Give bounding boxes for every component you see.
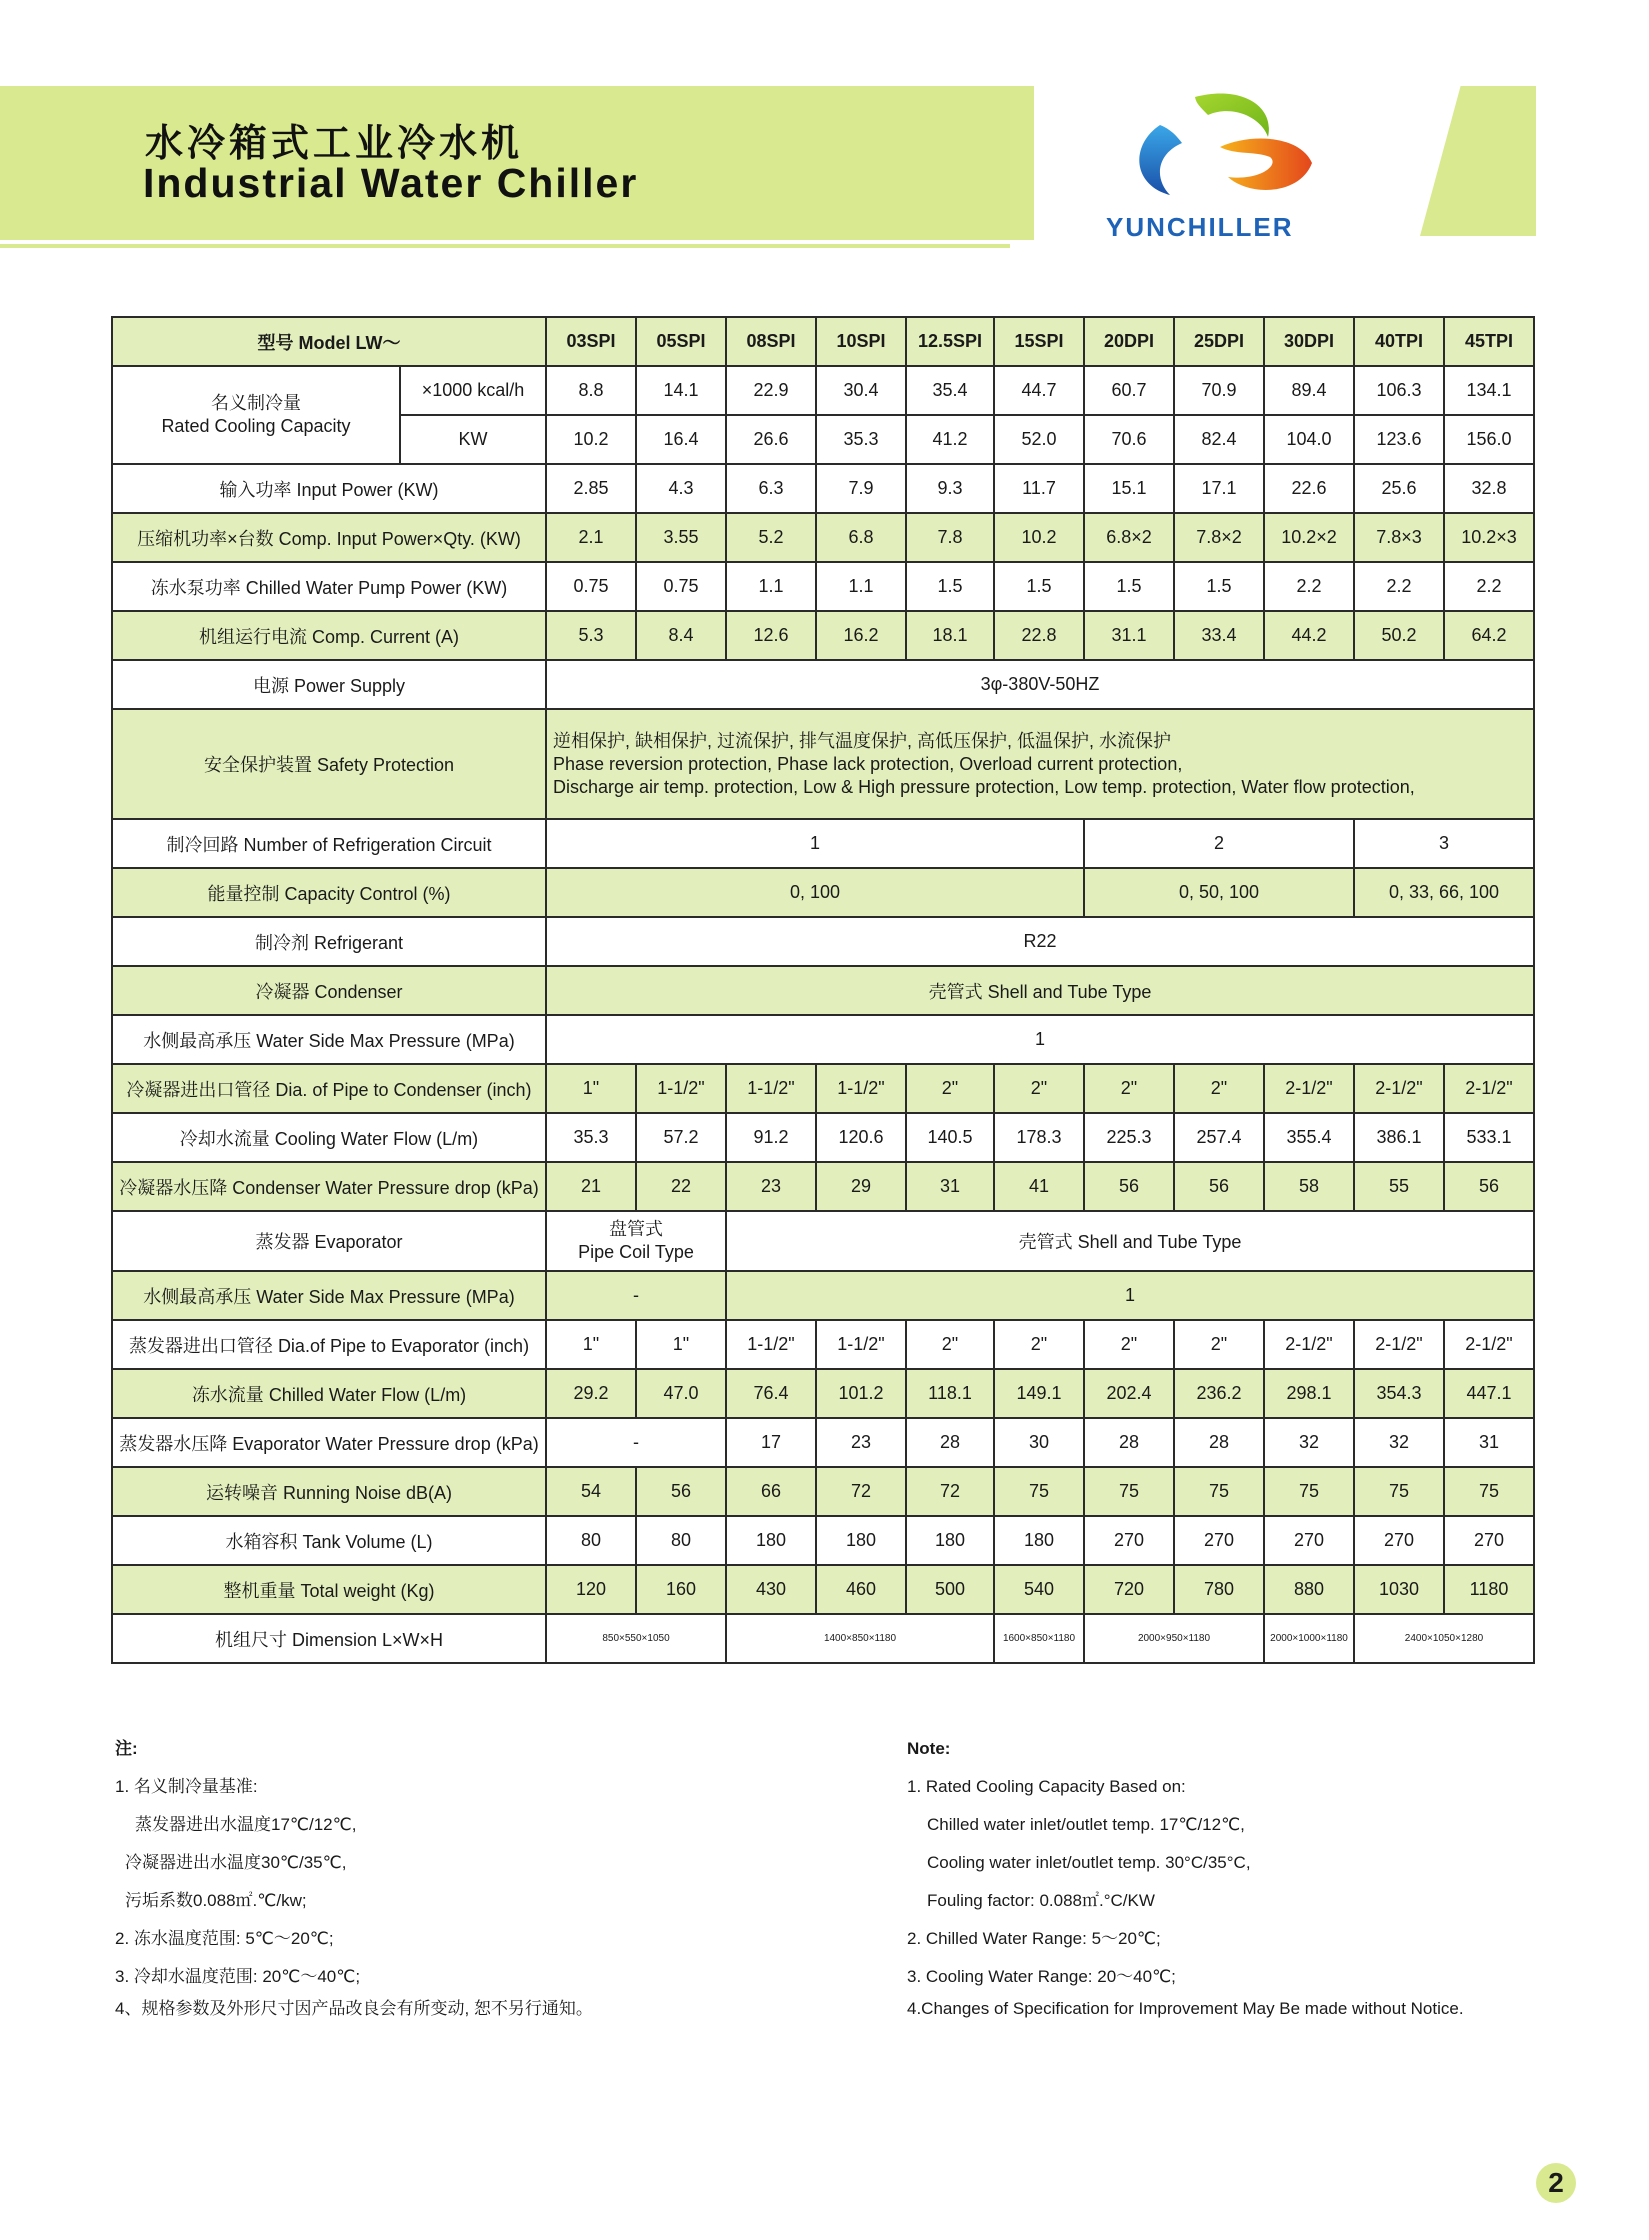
value-cell: 2": [906, 1320, 994, 1369]
value-cell: 2.1: [546, 513, 636, 562]
value-cell: 2-1/2": [1264, 1320, 1354, 1369]
note-line: 3. 冷却水温度范围: 20℃～40℃;: [115, 1967, 361, 1986]
row-label: 机组运行电流 Comp. Current (A): [112, 611, 546, 660]
value-cell: 50.2: [1354, 611, 1444, 660]
value-cell: 12.6: [726, 611, 816, 660]
value-cell: 2-1/2": [1444, 1064, 1534, 1113]
value-cell: 21: [546, 1162, 636, 1211]
row-label: 能量控制 Capacity Control (%): [112, 868, 546, 917]
table-row-cond-drop: [112, 1162, 1534, 1211]
value-cell: -: [546, 1418, 726, 1467]
value-cell: 2-1/2": [1444, 1320, 1534, 1369]
notes-cn: [115, 1730, 593, 2028]
value-cell: 540: [994, 1565, 1084, 1614]
value-cell: 壳管式 Shell and Tube Type: [726, 1211, 1534, 1271]
value-cell: 2": [906, 1064, 994, 1113]
value-cell: 72: [816, 1467, 906, 1516]
kcal-cell: 44.7: [994, 366, 1084, 415]
value-cell: 500: [906, 1565, 994, 1614]
model-cell: 03SPI: [546, 317, 636, 366]
note-line: 4、规格参数及外形尺寸因产品改良会有所变动, 恕不另行通知。: [115, 1999, 593, 2018]
value-cell: 1": [546, 1320, 636, 1369]
model-cell: 30DPI: [1264, 317, 1354, 366]
value-cell: 2-1/2": [1354, 1064, 1444, 1113]
value-cell: 10.2×3: [1444, 513, 1534, 562]
value-cell: 75: [1084, 1467, 1174, 1516]
value-cell: 11.7: [994, 464, 1084, 513]
table-row-circuit: [112, 819, 1534, 868]
value-cell: 1180: [1444, 1565, 1534, 1614]
value-cell: 9.3: [906, 464, 994, 513]
dimension-cell: 2400×1050×1280: [1354, 1614, 1534, 1663]
value-cell: R22: [546, 917, 1534, 966]
page-title-cn: 水冷箱式工业冷水机: [145, 121, 524, 165]
value-cell: 22.8: [994, 611, 1084, 660]
value-cell: 75: [1174, 1467, 1264, 1516]
value-cell: 720: [1084, 1565, 1174, 1614]
model-cell: 15SPI: [994, 317, 1084, 366]
value-cell: 1.1: [816, 562, 906, 611]
kw-cell: 52.0: [994, 415, 1084, 464]
value-cell: 180: [726, 1516, 816, 1565]
kw-cell: 156.0: [1444, 415, 1534, 464]
table-row-refrigerant: [112, 917, 1534, 966]
value-cell: 28: [1174, 1418, 1264, 1467]
value-cell: 460: [816, 1565, 906, 1614]
value-cell: 1.5: [1174, 562, 1264, 611]
value-cell: 354.3: [1354, 1369, 1444, 1418]
value-cell: 58: [1264, 1162, 1354, 1211]
row-label: 输入功率 Input Power (KW): [112, 464, 546, 513]
value-cell: 355.4: [1264, 1113, 1354, 1162]
kcal-cell: 134.1: [1444, 366, 1534, 415]
value-cell: 55: [1354, 1162, 1444, 1211]
value-cell: 118.1: [906, 1369, 994, 1418]
row-label: 水侧最高承压 Water Side Max Pressure (MPa): [112, 1015, 546, 1064]
value-cell: 7.8×2: [1174, 513, 1264, 562]
notes-heading: 注:: [115, 1739, 138, 1758]
value-cell: 180: [906, 1516, 994, 1565]
value-cell: 6.8: [816, 513, 906, 562]
table-row-dimension: [112, 1614, 1534, 1663]
kcal-cell: 60.7: [1084, 366, 1174, 415]
value-cell: 430: [726, 1565, 816, 1614]
value-cell: 56: [1174, 1162, 1264, 1211]
row-label: 冷凝器 Condenser: [112, 966, 546, 1015]
table-row-capacity-control: [112, 868, 1534, 917]
value-cell: 2": [1174, 1320, 1264, 1369]
kw-cell: 35.3: [816, 415, 906, 464]
kcal-cell: 14.1: [636, 366, 726, 415]
dimension-cell: 1600×850×1180: [994, 1614, 1084, 1663]
value-cell: 1.5: [906, 562, 994, 611]
value-cell: 2": [1084, 1320, 1174, 1369]
value-cell: 149.1: [994, 1369, 1084, 1418]
table-row-pump: [112, 562, 1534, 611]
value-cell: 270: [1084, 1516, 1174, 1565]
kcal-cell: 30.4: [816, 366, 906, 415]
value-cell: 1-1/2": [726, 1064, 816, 1113]
value-cell: 780: [1174, 1565, 1264, 1614]
row-label: 电源 Power Supply: [112, 660, 546, 709]
value-cell: 2.2: [1264, 562, 1354, 611]
value-cell: 180: [994, 1516, 1084, 1565]
row-label: 冷凝器进出口管径 Dia. of Pipe to Condenser (inch): [112, 1064, 546, 1113]
kcal-cell: 8.8: [546, 366, 636, 415]
value-cell: 0, 50, 100: [1084, 868, 1354, 917]
value-cell: 1: [546, 1015, 1534, 1064]
value-cell: 120: [546, 1565, 636, 1614]
value-cell: 2-1/2": [1264, 1064, 1354, 1113]
table-row-current: [112, 611, 1534, 660]
value-cell: 6.3: [726, 464, 816, 513]
row-label: 制冷剂 Refrigerant: [112, 917, 546, 966]
value-cell: 8.4: [636, 611, 726, 660]
value-cell: 54: [546, 1467, 636, 1516]
table-row-cooling-flow: [112, 1113, 1534, 1162]
value-cell: 56: [636, 1467, 726, 1516]
model-cell: 45TPI: [1444, 317, 1534, 366]
value-cell: 18.1: [906, 611, 994, 660]
value-cell: 386.1: [1354, 1113, 1444, 1162]
model-label: 型号 Model LW～: [112, 317, 546, 366]
note-line: 冷凝器进出水温度30℃/35℃,: [125, 1853, 347, 1872]
value-cell: 225.3: [1084, 1113, 1174, 1162]
note-line: Cooling water inlet/outlet temp. 30°C/35°C,: [927, 1853, 1251, 1872]
note-line: Fouling factor: 0.088㎡.°C/KW: [927, 1891, 1155, 1910]
value-cell: 1-1/2": [816, 1320, 906, 1369]
value-cell: 壳管式 Shell and Tube Type: [546, 966, 1534, 1015]
value-cell: 23: [726, 1162, 816, 1211]
dimension-cell: 2000×1000×1180: [1264, 1614, 1354, 1663]
value-cell: 1-1/2": [816, 1064, 906, 1113]
note-line: 蒸发器进出水温度17℃/12℃,: [135, 1815, 357, 1834]
value-cell: 202.4: [1084, 1369, 1174, 1418]
value-cell: 533.1: [1444, 1113, 1534, 1162]
value-cell: 32.8: [1444, 464, 1534, 513]
logo-text: YUNCHILLER: [1106, 212, 1294, 242]
note-line: 1. 名义制冷量基准:: [115, 1777, 258, 1796]
page-number: 2: [1536, 2163, 1576, 2203]
note-line: 4.Changes of Specification for Improvement May Be made without Notice.: [907, 1999, 1464, 2018]
value-cell: 28: [906, 1418, 994, 1467]
value-cell: 1-1/2": [636, 1064, 726, 1113]
value-cell: 2.2: [1354, 562, 1444, 611]
value-cell: 7.8×3: [1354, 513, 1444, 562]
kw-cell: 104.0: [1264, 415, 1354, 464]
value-cell: 2.85: [546, 464, 636, 513]
value-cell: 17.1: [1174, 464, 1264, 513]
value-cell: 1030: [1354, 1565, 1444, 1614]
row-label: 整机重量 Total weight (Kg): [112, 1565, 546, 1614]
note-line: 2. Chilled Water Range: 5～20℃;: [907, 1929, 1161, 1948]
row-label: 冷却水流量 Cooling Water Flow (L/m): [112, 1113, 546, 1162]
value-cell: 880: [1264, 1565, 1354, 1614]
value-cell: 0, 100: [546, 868, 1084, 917]
value-cell: 236.2: [1174, 1369, 1264, 1418]
row-label: 机组尺寸 Dimension L×W×H: [112, 1614, 546, 1663]
value-cell: 270: [1174, 1516, 1264, 1565]
value-cell: 4.3: [636, 464, 726, 513]
dimension-cell: 2000×950×1180: [1084, 1614, 1264, 1663]
header-banner-accent: [1420, 86, 1536, 236]
value-cell: 30: [994, 1418, 1084, 1467]
value-cell: 1: [726, 1271, 1534, 1320]
value-cell: 29: [816, 1162, 906, 1211]
table-row-evap-drop: [112, 1418, 1534, 1467]
value-cell: 7.9: [816, 464, 906, 513]
value-cell: 120.6: [816, 1113, 906, 1162]
table-row-safety: [112, 709, 1534, 819]
note-line: 污垢系数0.088㎡.℃/kw;: [125, 1891, 307, 1910]
row-label: 压缩机功率×台数 Comp. Input Power×Qty. (KW): [112, 513, 546, 562]
value-cell: 178.3: [994, 1113, 1084, 1162]
row-label: 蒸发器 Evaporator: [112, 1211, 546, 1271]
value-cell: 75: [1264, 1467, 1354, 1516]
note-line: Chilled water inlet/outlet temp. 17℃/12℃,: [927, 1815, 1245, 1834]
model-cell: 12.5SPI: [906, 317, 994, 366]
kcal-cell: 106.3: [1354, 366, 1444, 415]
value-cell: 29.2: [546, 1369, 636, 1418]
value-cell: 31: [1444, 1418, 1534, 1467]
value-cell: 2.2: [1444, 562, 1534, 611]
value-cell: 31: [906, 1162, 994, 1211]
value-cell: 28: [1084, 1418, 1174, 1467]
value-cell: 66: [726, 1467, 816, 1516]
table-row-cond-pressure: [112, 1015, 1534, 1064]
table-row-power-supply: [112, 660, 1534, 709]
value-cell: 5.2: [726, 513, 816, 562]
value-cell: 76.4: [726, 1369, 816, 1418]
value-cell: 1": [546, 1064, 636, 1113]
value-cell: 3: [1354, 819, 1534, 868]
value-cell: 2": [1174, 1064, 1264, 1113]
value-cell: 1: [546, 819, 1084, 868]
model-cell: 08SPI: [726, 317, 816, 366]
value-cell: 80: [636, 1516, 726, 1565]
notes-en: [907, 1730, 1464, 2028]
spec-table: [111, 316, 1535, 1664]
table-row-input-power: [112, 464, 1534, 513]
unit-kw: KW: [400, 415, 546, 464]
safety-line: Discharge air temp. protection, Low & High pressure protection, Low temp. protection, Water flow protection,: [553, 776, 1415, 797]
table-row-condenser: [112, 966, 1534, 1015]
row-label: 冷凝器水压降 Condenser Water Pressure drop (kPa): [112, 1162, 546, 1211]
row-label: 安全保护装置 Safety Protection: [112, 709, 546, 819]
value-cell: 2": [1084, 1064, 1174, 1113]
value-cell: 35.3: [546, 1113, 636, 1162]
value-cell: 10.2×2: [1264, 513, 1354, 562]
value-cell: 1.5: [1084, 562, 1174, 611]
value-cell: 3.55: [636, 513, 726, 562]
table-row-rated-kcal: [112, 366, 1534, 415]
table-row-comp-power: [112, 513, 1534, 562]
value-cell: 91.2: [726, 1113, 816, 1162]
value-cell: 23: [816, 1418, 906, 1467]
value-cell: 140.5: [906, 1113, 994, 1162]
header-underline: [0, 244, 1010, 248]
value-cell: 180: [816, 1516, 906, 1565]
notes-heading: Note:: [907, 1739, 951, 1758]
kw-cell: 26.6: [726, 415, 816, 464]
value-cell: 32: [1354, 1418, 1444, 1467]
value-cell: 0.75: [546, 562, 636, 611]
value-cell: 75: [994, 1467, 1084, 1516]
power-supply-value: 3φ-380V-50HZ: [546, 660, 1534, 709]
value-cell: 17: [726, 1418, 816, 1467]
value-cell: 32: [1264, 1418, 1354, 1467]
value-cell: 270: [1444, 1516, 1534, 1565]
value-cell: 57.2: [636, 1113, 726, 1162]
table-row-chilled-flow: [112, 1369, 1534, 1418]
table-row-evaporator: [112, 1211, 1534, 1271]
kw-cell: 10.2: [546, 415, 636, 464]
value-cell: 41: [994, 1162, 1084, 1211]
kw-cell: 82.4: [1174, 415, 1264, 464]
kcal-cell: 89.4: [1264, 366, 1354, 415]
value-cell: 盘管式 Pipe Coil Type: [546, 1211, 726, 1271]
value-cell: 6.8×2: [1084, 513, 1174, 562]
value-cell: 270: [1354, 1516, 1444, 1565]
unit-kcal: ×1000 kcal/h: [400, 366, 546, 415]
value-cell: 101.2: [816, 1369, 906, 1418]
dimension-cell: 850×550×1050: [546, 1614, 726, 1663]
dimension-cell: 1400×850×1180: [726, 1614, 994, 1663]
note-line: 2. 冻水温度范围: 5℃～20℃;: [115, 1929, 334, 1948]
table-row-model: [112, 317, 1534, 366]
row-label: 水侧最高承压 Water Side Max Pressure (MPa): [112, 1271, 546, 1320]
row-label: 蒸发器进出口管径 Dia.of Pipe to Evaporator (inch): [112, 1320, 546, 1369]
value-cell: 2": [994, 1320, 1084, 1369]
model-cell: 05SPI: [636, 317, 726, 366]
model-cell: 25DPI: [1174, 317, 1264, 366]
table-row-cond-pipe: [112, 1064, 1534, 1113]
value-cell: 298.1: [1264, 1369, 1354, 1418]
value-cell: 22: [636, 1162, 726, 1211]
row-label: 制冷回路 Number of Refrigeration Circuit: [112, 819, 546, 868]
model-cell: 10SPI: [816, 317, 906, 366]
value-cell: 75: [1444, 1467, 1534, 1516]
row-label: 水箱容积 Tank Volume (L): [112, 1516, 546, 1565]
kw-cell: 41.2: [906, 415, 994, 464]
value-cell: 2-1/2": [1354, 1320, 1444, 1369]
value-cell: 2: [1084, 819, 1354, 868]
kw-cell: 70.6: [1084, 415, 1174, 464]
value-cell: 16.2: [816, 611, 906, 660]
table-row-evap-pressure: [112, 1271, 1534, 1320]
value-cell: 72: [906, 1467, 994, 1516]
table-row-weight: [112, 1565, 1534, 1614]
value-cell: 7.8: [906, 513, 994, 562]
value-cell: 56: [1084, 1162, 1174, 1211]
kw-cell: 123.6: [1354, 415, 1444, 464]
value-cell: 447.1: [1444, 1369, 1534, 1418]
table-row-noise: [112, 1467, 1534, 1516]
value-cell: 2": [994, 1064, 1084, 1113]
safety-line: Phase reversion protection, Phase lack protection, Overload current protection,: [553, 753, 1183, 774]
note-line: 1. Rated Cooling Capacity Based on:: [907, 1777, 1186, 1796]
rated-capacity-label: 名义制冷量 Rated Cooling Capacity: [112, 366, 400, 464]
value-cell: 80: [546, 1516, 636, 1565]
table-row-tank: [112, 1516, 1534, 1565]
model-cell: 20DPI: [1084, 317, 1174, 366]
value-cell: 25.6: [1354, 464, 1444, 513]
model-cell: 40TPI: [1354, 317, 1444, 366]
value-cell: 160: [636, 1565, 726, 1614]
value-cell: 257.4: [1174, 1113, 1264, 1162]
safety-line: 逆相保护, 缺相保护, 过流保护, 排气温度保护, 高低压保护, 低温保护, 水流保护: [553, 730, 1172, 751]
table-row-evap-pipe: [112, 1320, 1534, 1369]
kcal-cell: 22.9: [726, 366, 816, 415]
value-cell: 5.3: [546, 611, 636, 660]
value-cell: 1.5: [994, 562, 1084, 611]
value-cell: 10.2: [994, 513, 1084, 562]
value-cell: 75: [1354, 1467, 1444, 1516]
value-cell: 22.6: [1264, 464, 1354, 513]
value-cell: 56: [1444, 1162, 1534, 1211]
value-cell: -: [546, 1271, 726, 1320]
row-label: 蒸发器水压降 Evaporator Water Pressure drop (kPa): [112, 1418, 546, 1467]
note-line: 3. Cooling Water Range: 20～40℃;: [907, 1967, 1176, 1986]
value-cell: 0, 33, 66, 100: [1354, 868, 1534, 917]
page-title-en: Industrial Water Chiller: [143, 160, 639, 206]
value-cell: 1-1/2": [726, 1320, 816, 1369]
value-cell: 31.1: [1084, 611, 1174, 660]
value-cell: 0.75: [636, 562, 726, 611]
value-cell: 44.2: [1264, 611, 1354, 660]
row-label: 冻水泵功率 Chilled Water Pump Power (KW): [112, 562, 546, 611]
value-cell: 64.2: [1444, 611, 1534, 660]
value-cell: 33.4: [1174, 611, 1264, 660]
safety-value: [546, 709, 1534, 819]
kw-cell: 16.4: [636, 415, 726, 464]
value-cell: 15.1: [1084, 464, 1174, 513]
row-label: 运转噪音 Running Noise dB(A): [112, 1467, 546, 1516]
row-label: 冻水流量 Chilled Water Flow (L/m): [112, 1369, 546, 1418]
value-cell: 47.0: [636, 1369, 726, 1418]
value-cell: 1": [636, 1320, 726, 1369]
value-cell: 270: [1264, 1516, 1354, 1565]
kcal-cell: 35.4: [906, 366, 994, 415]
value-cell: 1.1: [726, 562, 816, 611]
kcal-cell: 70.9: [1174, 366, 1264, 415]
